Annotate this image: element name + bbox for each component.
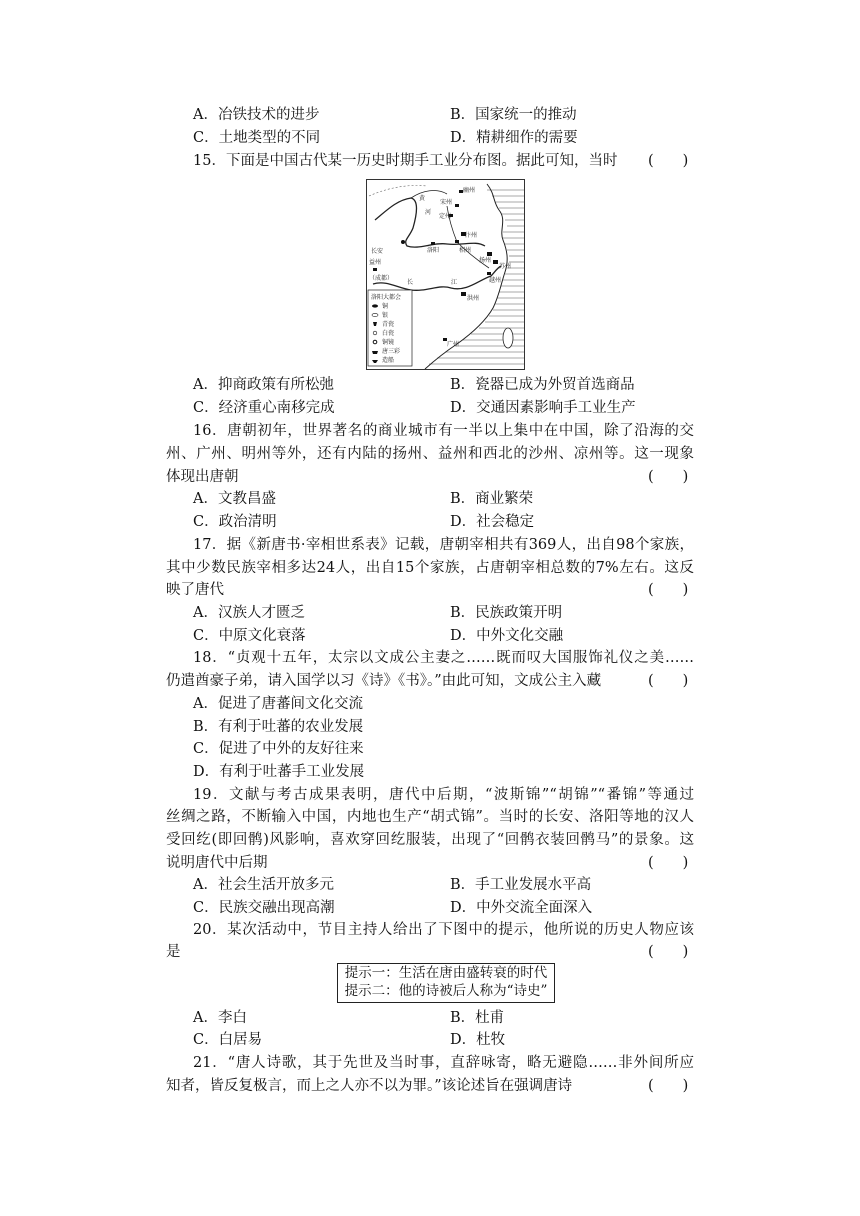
q16-line2-row: [0, 443, 860, 465]
map-label-hongzhou: 洪州: [467, 295, 480, 302]
q15-stem: 15．下面是中国古代某一历史时期手工业分布图。据此可知，当时: [193, 153, 618, 169]
q17-option-a[interactable]: A．汉族人才匮乏: [193, 605, 305, 621]
q20-option-a[interactable]: A．李白: [193, 1010, 247, 1026]
q15-option-b[interactable]: B．瓷器已成为外贸首选商品: [450, 377, 635, 393]
q19-option-c[interactable]: C．民族交融出现高潮: [193, 900, 335, 916]
q21-line2-row: [0, 1075, 860, 1097]
q16-stem-line3: 体现出唐朝: [166, 469, 239, 485]
q16-option-d[interactable]: D．社会稳定: [450, 514, 535, 530]
map-label-yangzhou: 扬州: [479, 257, 492, 264]
map-label-songzhou: 宋州: [440, 199, 453, 206]
q17-line1-row: [0, 534, 860, 556]
q18-option-c-row: [0, 738, 860, 760]
q16-option-b[interactable]: B．商业繁荣: [450, 491, 534, 507]
map-legend-title: 洛阳大都会: [371, 294, 402, 301]
q16-options-row1: [0, 488, 860, 510]
q18-option-d[interactable]: D．有利于吐蕃手工业发展: [193, 764, 365, 780]
handicraft-distribution-map: [366, 179, 525, 370]
q17-options-row1: [0, 602, 860, 624]
map-label-bianzhou: 汴州: [465, 232, 478, 239]
q21-stem-line1: 21．“唐人诗歌，其于先世及当时事，直辞咏寄，略无避隐……非外间所应: [193, 1055, 694, 1071]
q18-option-a-row: [0, 693, 860, 715]
map-legend-item-1: 铜: [382, 303, 389, 310]
q17-stem-line3: 映了唐代: [166, 582, 224, 598]
q14-options-row2: [0, 127, 860, 149]
q17-stem-line2: 其中少数民族宰相多达24人，出自15个家族，占唐朝宰相总数的7%左右。这反: [166, 560, 694, 576]
map-label-yizhou: 益州: [369, 259, 382, 266]
q16-line1-row: [0, 420, 860, 442]
q20-option-c[interactable]: C．白居易: [193, 1032, 263, 1048]
map-label-xiangzhou: 相州: [459, 247, 472, 254]
q17-stem-line1: 17．据《新唐书·宰相世系表》记载，唐朝宰相共有369人，出自98个家族，: [193, 537, 694, 553]
q16-stem-line1: 16．唐朝初年，世界著名的商业城市有一半以上集中在中国，除了沿海的交: [193, 423, 694, 439]
q16-answer-blank[interactable]: ( ): [648, 469, 689, 485]
map-svg: [367, 180, 524, 369]
map-label-chang: 长: [407, 279, 414, 286]
q19-option-d[interactable]: D．中外交流全面深入: [450, 900, 593, 916]
q20-stem-line1: 20．某次活动中，节目主持人给出了下图中的提示，他所说的历史人物应该: [193, 922, 694, 938]
map-label-he: 河: [425, 209, 432, 216]
q19-stem-line2: 丝绸之路，不断输入中国，内地也生产“胡式锦”。当时的长安、洛阳等地的汉人: [166, 809, 694, 825]
q17-options-row2: [0, 625, 860, 647]
q21-line1-row: [0, 1052, 860, 1074]
q15-options-row1: [0, 374, 860, 396]
q14-option-b[interactable]: B．国家统一的推动: [450, 107, 577, 123]
map-label-youzhou: 幽州: [463, 187, 476, 194]
q18-line1-row: [0, 647, 860, 669]
q19-line1-row: [0, 784, 860, 806]
map-label-yellow: 黄: [419, 195, 426, 202]
q15-options-row2: [0, 397, 860, 419]
q19-options-row2: [0, 897, 860, 919]
q21-answer-blank[interactable]: ( ): [648, 1078, 689, 1094]
q15-option-d[interactable]: D．交通因素影响手工业生产: [450, 400, 636, 416]
map-label-jiang: 江: [451, 279, 458, 286]
q18-option-d-row: [0, 761, 860, 783]
q15-answer-blank[interactable]: ( ): [648, 153, 689, 169]
q19-option-a[interactable]: A．社会生活开放多元: [193, 877, 334, 893]
q20-answer-blank[interactable]: ( ): [648, 944, 689, 960]
q20-line1-row: [0, 919, 860, 941]
q16-options-row2: [0, 511, 860, 533]
q16-option-a[interactable]: A．文教昌盛: [193, 491, 276, 507]
q20-option-b[interactable]: B．杜甫: [450, 1010, 505, 1026]
q16-line3-row: [0, 466, 860, 488]
q19-stem-line3: 受回纥(即回鹘)风影响，喜欢穿回纥服装，出现了“回鹘衣装回鹘马”的景象。这: [166, 832, 694, 848]
q16-option-c[interactable]: C．政治清明: [193, 514, 277, 530]
q17-line2-row: [0, 557, 860, 579]
q20-hint-2: 提示二：他的诗被后人称为“诗史”: [344, 983, 548, 999]
q19-answer-blank[interactable]: ( ): [648, 855, 689, 871]
map-label-chengdu: （成都）: [369, 275, 394, 282]
q17-option-c[interactable]: C．中原文化衰落: [193, 628, 306, 644]
q20-hint-box: [337, 963, 555, 1003]
q20-options-row2: [0, 1029, 860, 1051]
map-label-dingzhou: 定州: [439, 213, 452, 220]
map-legend-item-3: 青瓷: [382, 321, 395, 328]
q15-stem-row: [0, 150, 860, 172]
q19-line3-row: [0, 829, 860, 851]
q19-option-b[interactable]: B．手工业发展水平高: [450, 877, 592, 893]
q18-stem-line2: 仍遣酋豪子弟，请入国学以习《诗》《书》。”由此可知，文成公主入藏: [166, 673, 602, 689]
q18-option-b-row: [0, 716, 860, 738]
map-label-yuezhou: 越州: [489, 277, 502, 284]
q20-option-d[interactable]: D．杜牧: [450, 1032, 506, 1048]
q15-option-c[interactable]: C．经济重心南移完成: [193, 400, 335, 416]
q16-stem-line2: 州、广州、明州等外，还有内陆的扬州、益州和西北的沙州、凉州等。这一现象: [166, 446, 694, 462]
q17-option-d[interactable]: D．中外文化交融: [450, 628, 564, 644]
q19-line4-row: [0, 852, 860, 874]
map-legend-item-6: 唐三彩: [382, 348, 401, 355]
q19-stem-line1: 19．文献与考古成果表明，唐代中后期，“波斯锦”“胡锦”“番锦”等通过: [193, 787, 694, 803]
q17-answer-blank[interactable]: ( ): [648, 582, 689, 598]
q15-option-a[interactable]: A．抑商政策有所松弛: [193, 377, 334, 393]
q20-options-row1: [0, 1007, 860, 1029]
q18-stem-line1: 18．“贞观十五年，太宗以文成公主妻之……既而叹大国服饰礼仪之美……: [193, 650, 694, 666]
map-legend-item-4: 白瓷: [382, 330, 395, 337]
q19-stem-line4: 说明唐代中后期: [166, 855, 268, 871]
q19-line2-row: [0, 806, 860, 828]
q21-stem-line2: 知者，皆反复极言，而上之人亦不以为罪。”该论述旨在强调唐诗: [166, 1078, 573, 1094]
map-label-guangzhou: 广州: [447, 341, 460, 348]
q14-option-c[interactable]: C．土地类型的不同: [193, 130, 321, 146]
q19-options-row1: [0, 874, 860, 896]
q18-answer-blank[interactable]: ( ): [648, 673, 689, 689]
q17-line3-row: [0, 579, 860, 601]
q18-option-b[interactable]: B．有利于吐蕃的农业发展: [193, 719, 364, 735]
map-label-luoyang: 洛阳: [427, 247, 440, 254]
q14-option-d[interactable]: D．精耕细作的需要: [450, 130, 578, 146]
q18-option-c[interactable]: C．促进了中外的友好往来: [193, 741, 364, 757]
map-legend-item-7: 造船: [382, 357, 395, 364]
q14-options-row1: [0, 104, 860, 126]
q14-option-a[interactable]: A．冶铁技术的进步: [193, 107, 320, 123]
q20-line2-row: [0, 941, 860, 963]
q20-hint-1: 提示一：生活在唐由盛转衰的时代: [344, 965, 548, 981]
map-legend-item-2: 银: [382, 312, 389, 319]
q18-line2-row: [0, 670, 860, 692]
q17-option-b[interactable]: B．民族政策开明: [450, 605, 563, 621]
q20-stem-line2: 是: [166, 944, 181, 960]
q18-option-a[interactable]: A．促进了唐蕃间文化交流: [193, 696, 363, 712]
map-label-changan: 长安: [371, 248, 384, 255]
map-label-suzhou: 苏州: [499, 263, 512, 270]
map-legend-item-5: 铜镜: [382, 339, 395, 346]
